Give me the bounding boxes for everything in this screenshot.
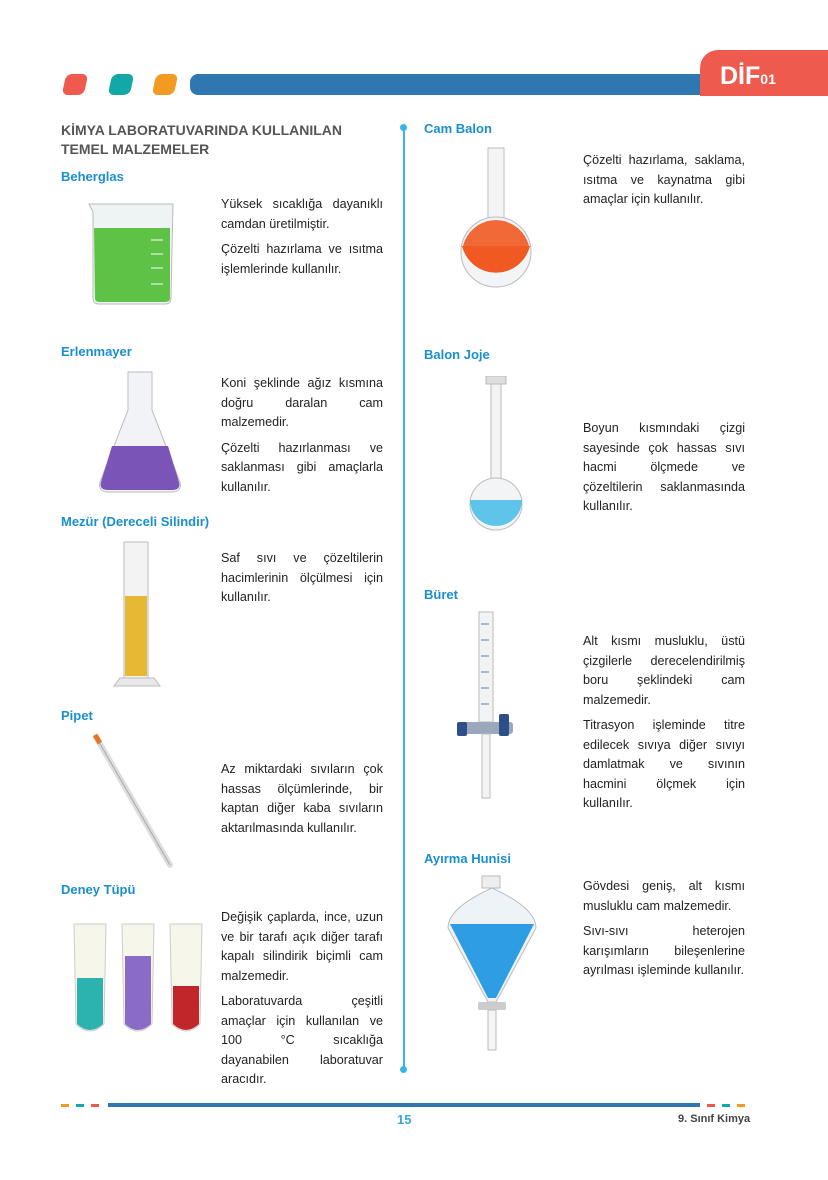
- footer-dash: [76, 1104, 84, 1107]
- footer-dash: [722, 1104, 730, 1107]
- item-description: [583, 877, 745, 987]
- title-line-2: TEMEL MALZEMELER: [61, 141, 210, 157]
- description-paragraph: Gövdesi geniş, alt kısmı musluklu cam malzemedir.: [583, 879, 745, 913]
- item-description: [221, 760, 383, 844]
- item-title: Pipet: [61, 708, 93, 723]
- badge-text: DİF: [720, 62, 761, 90]
- header-pill-red: [62, 74, 88, 95]
- description-paragraph: Titrasyon işleminde titre edilecek sıvıya diğer sıvıyı damlatmak ve sıvının hacmini ölçmek için kullanılır.: [583, 718, 745, 810]
- beaker-image: [85, 198, 180, 308]
- item-title: Balon Joje: [424, 347, 490, 362]
- description-paragraph: Çözelti hazırlanması ve saklanması gibi amaçlarla kullanılır.: [221, 440, 383, 494]
- item-description: [221, 195, 383, 285]
- description-paragraph: Çözelti hazırlama, saklama, ısıtma ve kaynatma gibi amaçlar için kullanılır.: [583, 153, 745, 206]
- badge-number: 01: [760, 71, 776, 87]
- description-paragraph: Değişik çaplarda, ince, uzun ve bir tarafı açık diğer tarafı kapalı silindirik biçimli cam malzemedir.: [221, 910, 383, 983]
- item-description: [583, 632, 745, 820]
- title-line-1: KİMYA LABORATUVARINDA KULLANILAN: [61, 122, 343, 138]
- page-number: 15: [397, 1112, 412, 1127]
- item-title: Ayırma Hunisi: [424, 851, 511, 866]
- round-flask-image: [458, 146, 534, 290]
- book-title: 9. Sınıf Kimya: [678, 1113, 751, 1125]
- header-bar: [190, 74, 750, 95]
- graduated-cylinder-image: [112, 540, 162, 688]
- description-paragraph: Saf sıvı ve çözeltilerin hacimlerinin ölçülmesi için kullanılır.: [221, 551, 383, 604]
- description-paragraph: Sıvı-sıvı heterojen karışımların bileşenlerine ayrılması işleminde kullanılır.: [583, 924, 745, 977]
- test-tubes-image: [70, 920, 210, 1040]
- footer-dash: [707, 1104, 715, 1107]
- item-title: Erlenmayer: [61, 344, 132, 359]
- description-paragraph: Laboratuvarda çeşitli amaçlar için kullanılan ve 100 °C sıcaklığa dayanabilen laboratuvar aracıdır.: [221, 994, 383, 1086]
- item-title: Büret: [424, 587, 458, 602]
- description-paragraph: Az miktardaki sıvıların çok hassas ölçümlerinde, bir kaptan diğer kaba sıvıların aktarılmasında kullanılır.: [221, 762, 383, 835]
- separatory-funnel-image: [444, 874, 540, 1054]
- footer-dash: [737, 1104, 745, 1107]
- item-title: Beherglas: [61, 169, 124, 184]
- header-pill-teal: [108, 74, 134, 95]
- item-description: [221, 549, 383, 614]
- description-paragraph: Yüksek sıcaklığa dayanıklı camdan üretilmiştir.: [221, 197, 383, 231]
- header-pill-orange: [152, 74, 178, 95]
- item-description: [583, 151, 745, 216]
- description-paragraph: Boyun kısmındaki çizgi sayesinde çok hassas sıvı hacmi ölçmede ve çözeltilerin saklanmasında kullanılır.: [583, 421, 745, 513]
- item-title: Cam Balon: [424, 121, 492, 136]
- description-paragraph: Alt kısmı musluklu, üstü çizgilerle derecelendirilmiş boru şeklindeki cam malzemedir.: [583, 634, 745, 707]
- erlenmeyer-flask-image: [98, 370, 182, 494]
- page-title: [61, 121, 342, 159]
- item-description: [221, 908, 383, 1096]
- item-title: Deney Tüpü: [61, 882, 136, 897]
- description-paragraph: Koni şeklinde ağız kısmına doğru daralan cam malzemedir.: [221, 376, 383, 429]
- item-description: [221, 374, 383, 503]
- divider-dot: [400, 1066, 407, 1073]
- pipette-image: [90, 733, 180, 869]
- divider-dot: [400, 124, 407, 131]
- section-badge: [700, 50, 828, 96]
- column-divider: [403, 128, 405, 1070]
- footer-dash: [91, 1104, 99, 1107]
- footer-dash: [61, 1104, 69, 1107]
- description-paragraph: Çözelti hazırlama ve ısıtma işlemlerinde kullanılır.: [221, 242, 383, 276]
- burette-image: [455, 610, 525, 802]
- footer-bar: [108, 1103, 700, 1107]
- item-description: [583, 419, 745, 523]
- volumetric-flask-image: [466, 376, 526, 532]
- item-title: Mezür (Dereceli Silindir): [61, 514, 210, 529]
